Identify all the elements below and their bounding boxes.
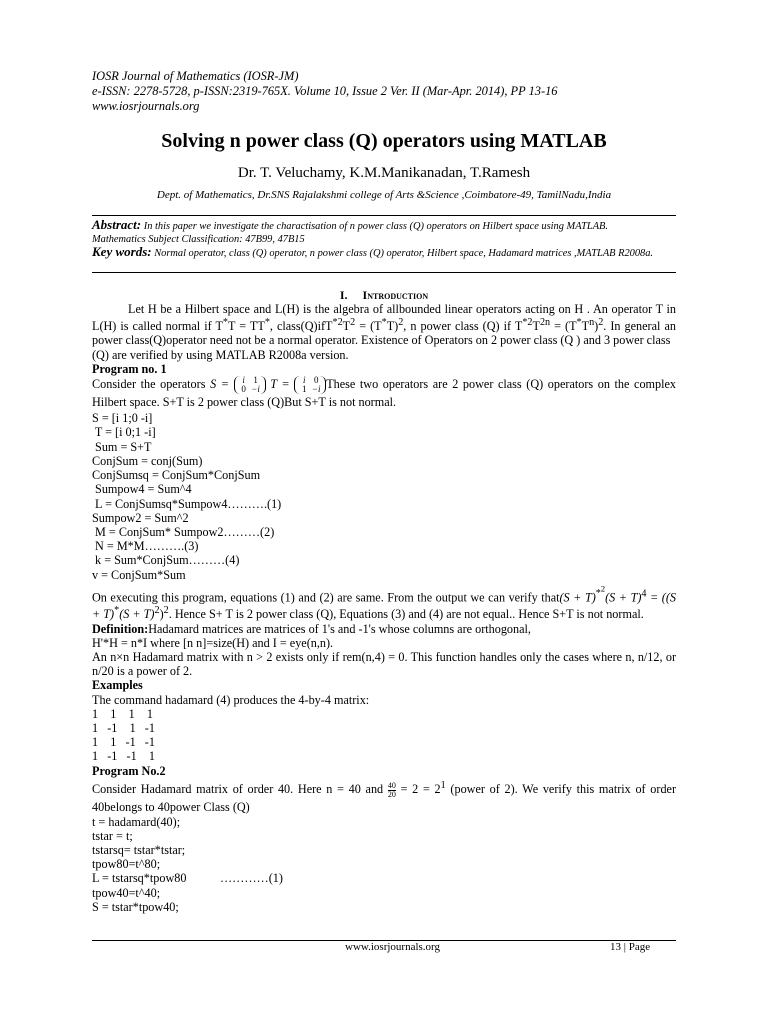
program-1-code [92, 411, 676, 581]
abstract-msc: Mathematics Subject Classification: 47B99, 47B15 [92, 233, 305, 245]
abstract-bottom-rule [92, 272, 676, 273]
code-line: N = M*M……….(3) [92, 539, 199, 554]
hadamard-4-matrix [92, 707, 676, 764]
section-number: I. [339, 288, 348, 302]
paper-title: Solving n power class (Q) operators using MATLAB [161, 130, 607, 152]
matrix-row: 1 -1 -1 1 [92, 749, 155, 764]
code-line: S = tstar*tpow40; [92, 899, 179, 914]
code-line: Sumpow4 = Sum^4 [92, 482, 192, 497]
definition: Definition:Hadamard matrices are matrices of 1's and -1's whose columns are orthogonal, [92, 621, 531, 636]
matrix-row: 1 1 1 1 [92, 706, 153, 721]
examples-text: The command hadamard (4) produces the 4-by-4 matrix: [92, 692, 370, 707]
code-line: ConjSumsq = ConjSum*ConjSum [92, 468, 261, 483]
code-line: M = ConjSum* Sumpow2………(2) [92, 524, 275, 539]
definition-line-3: An n×n Hadamard matrix with n > 2 exists only if rem(n,4) = 0. This function handles only the cases where n, n/12, or n/20 is a power of 2. [92, 650, 676, 679]
footer-url: www.iosrjournals.org [345, 941, 441, 953]
program-1-result: On executing this program, equations (1) and (2) are same. From the output we can verify that(S + $T)^{*^2}(S + T)^4 = ((S + T)^*(S + T)^2)^2$. Hence S+ T is 2 power class (Q), Equations (3) and (4) are not equal.. Hence S+T is not normal. [92, 583, 676, 622]
program-2-code [92, 815, 676, 914]
program-2-intro: Consider Hadamard matrix of order 40. Here n = 40 and $\frac{40}{20} = 2 = 2^1$ (power of 2). We verify this matrix of order 40belongs to 40power Class (Q) [92, 779, 677, 814]
keywords-label: Key words: [92, 244, 152, 260]
code-line: Sum = S+T [92, 439, 152, 454]
code-line: k = Sum*ConjSum………(4) [92, 553, 240, 568]
code-line: ConjSum = conj(Sum) [92, 453, 203, 468]
code-line: Sumpow2 = Sum^2 [92, 510, 189, 525]
paper-affiliation: Dept. of Mathematics, Dr.SNS Rajalakshmi college of Arts &Science ,Coimbatore-49, TamilNadu,India [156, 189, 612, 201]
section-heading-introduction [0, 288, 768, 303]
definition-line-2: H'*H = n*I where [n n]=size(H) and I = eye(n,n). [92, 635, 334, 650]
code-line: tpow80=t^80; [92, 857, 161, 872]
fraction-40-20: $\frac{40}{20}$ [387, 780, 396, 799]
article-body [92, 302, 676, 914]
journal-header [92, 69, 557, 115]
journal-name: IOSR Journal of Mathematics (IOSR-JM) [92, 69, 299, 83]
journal-url: www.iosrjournals.org [92, 99, 200, 114]
journal-issn: e-ISSN: 2278-5728, p-ISSN:2319-765X. Volume 10, Issue 2 Ver. II (Mar-Apr. 2014), PP 13-16 [92, 84, 558, 99]
code-line: L = ConjSumsq*Sumpow4……….(1) [92, 496, 282, 511]
section-title: Introduction [362, 288, 429, 302]
code-line: t = hadamard(40); [92, 814, 181, 829]
keywords-text: Normal operator, class (Q) operator, n power class (Q) operator, Hilbert space, Hadamard matrices ,MATLAB R2008a. [154, 248, 654, 260]
program-1-heading: Program no. 1 [92, 361, 167, 376]
abstract-text: In this paper we investigate the charactisation of n power class (Q) operators on Hilbert space using MATLAB. [143, 221, 608, 232]
abstract-label: Abstract: [92, 217, 142, 232]
abstract-block [92, 219, 676, 261]
code-line: tstar = t; [92, 828, 133, 843]
code-line: L = tstarsq*tpow80 …………(1) [92, 871, 283, 886]
program-2-heading: Program No.2 [92, 763, 166, 778]
matrix-S: i 1 0 −i [234, 376, 266, 394]
code-line: tpow40=t^40; [92, 885, 161, 900]
paper-authors: Dr. T. Veluchamy, K.M.Manikanadan, T.Ramesh [237, 165, 531, 181]
code-line: tstarsq= tstar*tstar; [92, 843, 186, 858]
matrix-row: 1 1 -1 -1 [92, 735, 155, 750]
matrix-row: 1 -1 1 -1 [92, 721, 155, 736]
matrix-T: i 0 1 −i [294, 376, 326, 394]
footer-page-number: 13 | Page [610, 941, 651, 953]
code-line: T = [i 0;1 -i] [92, 425, 156, 440]
abstract-top-rule [92, 215, 676, 216]
code-line: S = [i 1;0 -i] [92, 411, 153, 426]
examples-heading: Examples [92, 678, 143, 693]
program-1-intro: Consider the operators S = i 1 0 −i T = i 0 1 −i These two operators are 2 power class (Q) operators on the complex Hilbert space. S+T is 2 power class (Q)But S+T is not normal. [92, 375, 676, 410]
code-line: v = ConjSum*Sum [92, 567, 186, 582]
intro-paragraph: Let H be a Hilbert space and L(H) is the algebra of allbounded linear operators acting on H . An operator T in L(H) is called normal if T*T = TT*, $class(Q)ifT^{*2}T^2 = (T^*T)^2$, n power class (Q) if $T^{*2}T^{2n} = (T^*T^n)^2$. In general an power class(Q)operator need not be a normal operator. Existence of Operators on 2 power class (Q ) and 3 power class [92, 302, 676, 348]
intro-paragraph-2: (Q) are verified by using MATLAB R2008a version. [92, 347, 349, 362]
